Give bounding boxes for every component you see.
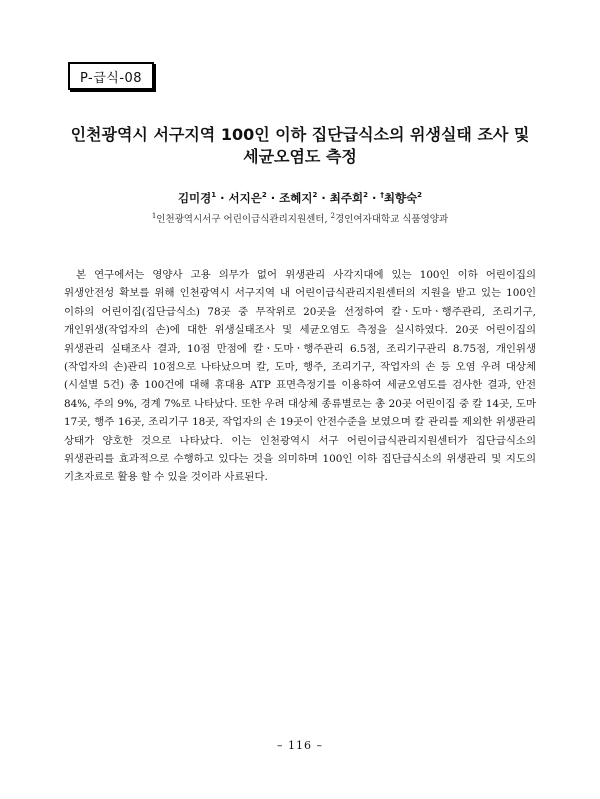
session-code: P-급식-08 — [79, 70, 143, 86]
session-code-box — [68, 62, 154, 90]
author: 서지은$^2$ — [228, 191, 267, 205]
affiliation-1: 인천광역시서구 어린이급식관리지원센터, — [156, 214, 328, 225]
author-list: 김미경$^1$ · 서지은$^2$ · 조혜지$^2$ · 최주희$^2$ · †최향숙$^2$ — [177, 191, 423, 205]
author: 최주희$^2$ — [329, 191, 368, 205]
abstract-text: 본 연구에서는 영양사 고용 의무가 없어 위생관리 사각지대에 있는 100인 이하 어린이집의 위생안전성 확보를 위해 인천광역시 서구지역 내 어린이급식관리지원센터의 지원을 받고 있는 100인 이하의 어린이집(집단급식소) 78곳 중 무작위로 20곳을 선정하여 칼ㆍ도마ㆍ행주관리, 조리기구, 개인위생(작업자의 손)에 대한 위생실태조사 및 세균오염도 측정을 실시하였다. 20곳 어린이집의 위생관리 실태조사 결과, 10점 만점에 칼ㆍ도마ㆍ행주관리 6.5점, 조리기구관리 8.75점, 개인위생(작업자의 손)관리 10점으로 나타났으며 칼, 도마, 행주, 조리기구, 작업자의 손 등 오염 우려 대상체(시설별 5건) 총 100건에 대해 휴대용 ATP 표면측정기를 이용하여 세균오염도를 검사한 결과, 안전 84%, 주의 9%, 경계 7%로 나타났다. 또한 우려 대상체 종류별로는 총 20곳 어린이집 중 칼 14곳, 도마 17곳, 행주 16곳, 조리기구 18곳, 작업자의 손 19곳이 안전수준을 보였으며 칼 관리를 제외한 위생관리 상태가 양호한 것으로 나타났다. 이는 인천광역시 서구 어린이급식관리지원센터가 집단급식소의 위생관리를 효과적으로 수행하고 있다는 것을 의미하며 100인 이하 집단급식소의 위생관리 및 지도의 기초자료로 활용 할 수 있을 것이라 사료된다. — [64, 269, 536, 484]
affiliations: $^1$인천광역시서구 어린이급식관리지원센터, $^2$경인여자대학교 식품영양과 — [151, 211, 449, 225]
author: 김미경$^1$ — [177, 191, 217, 205]
title-line-2: 세균오염도 측정 — [243, 147, 357, 166]
title-line-1: 인천광역시 서구지역 100인 이하 집단급식소의 위생실태 조사 및 — [70, 125, 530, 144]
corresponding-author: †최향숙$^2$ — [380, 191, 423, 205]
paper-title — [40, 124, 560, 168]
page-number: – 116 – — [277, 739, 323, 752]
affiliation-2: 경인여자대학교 식품영양과 — [335, 214, 449, 225]
author: 조혜지$^2$ — [279, 191, 318, 205]
